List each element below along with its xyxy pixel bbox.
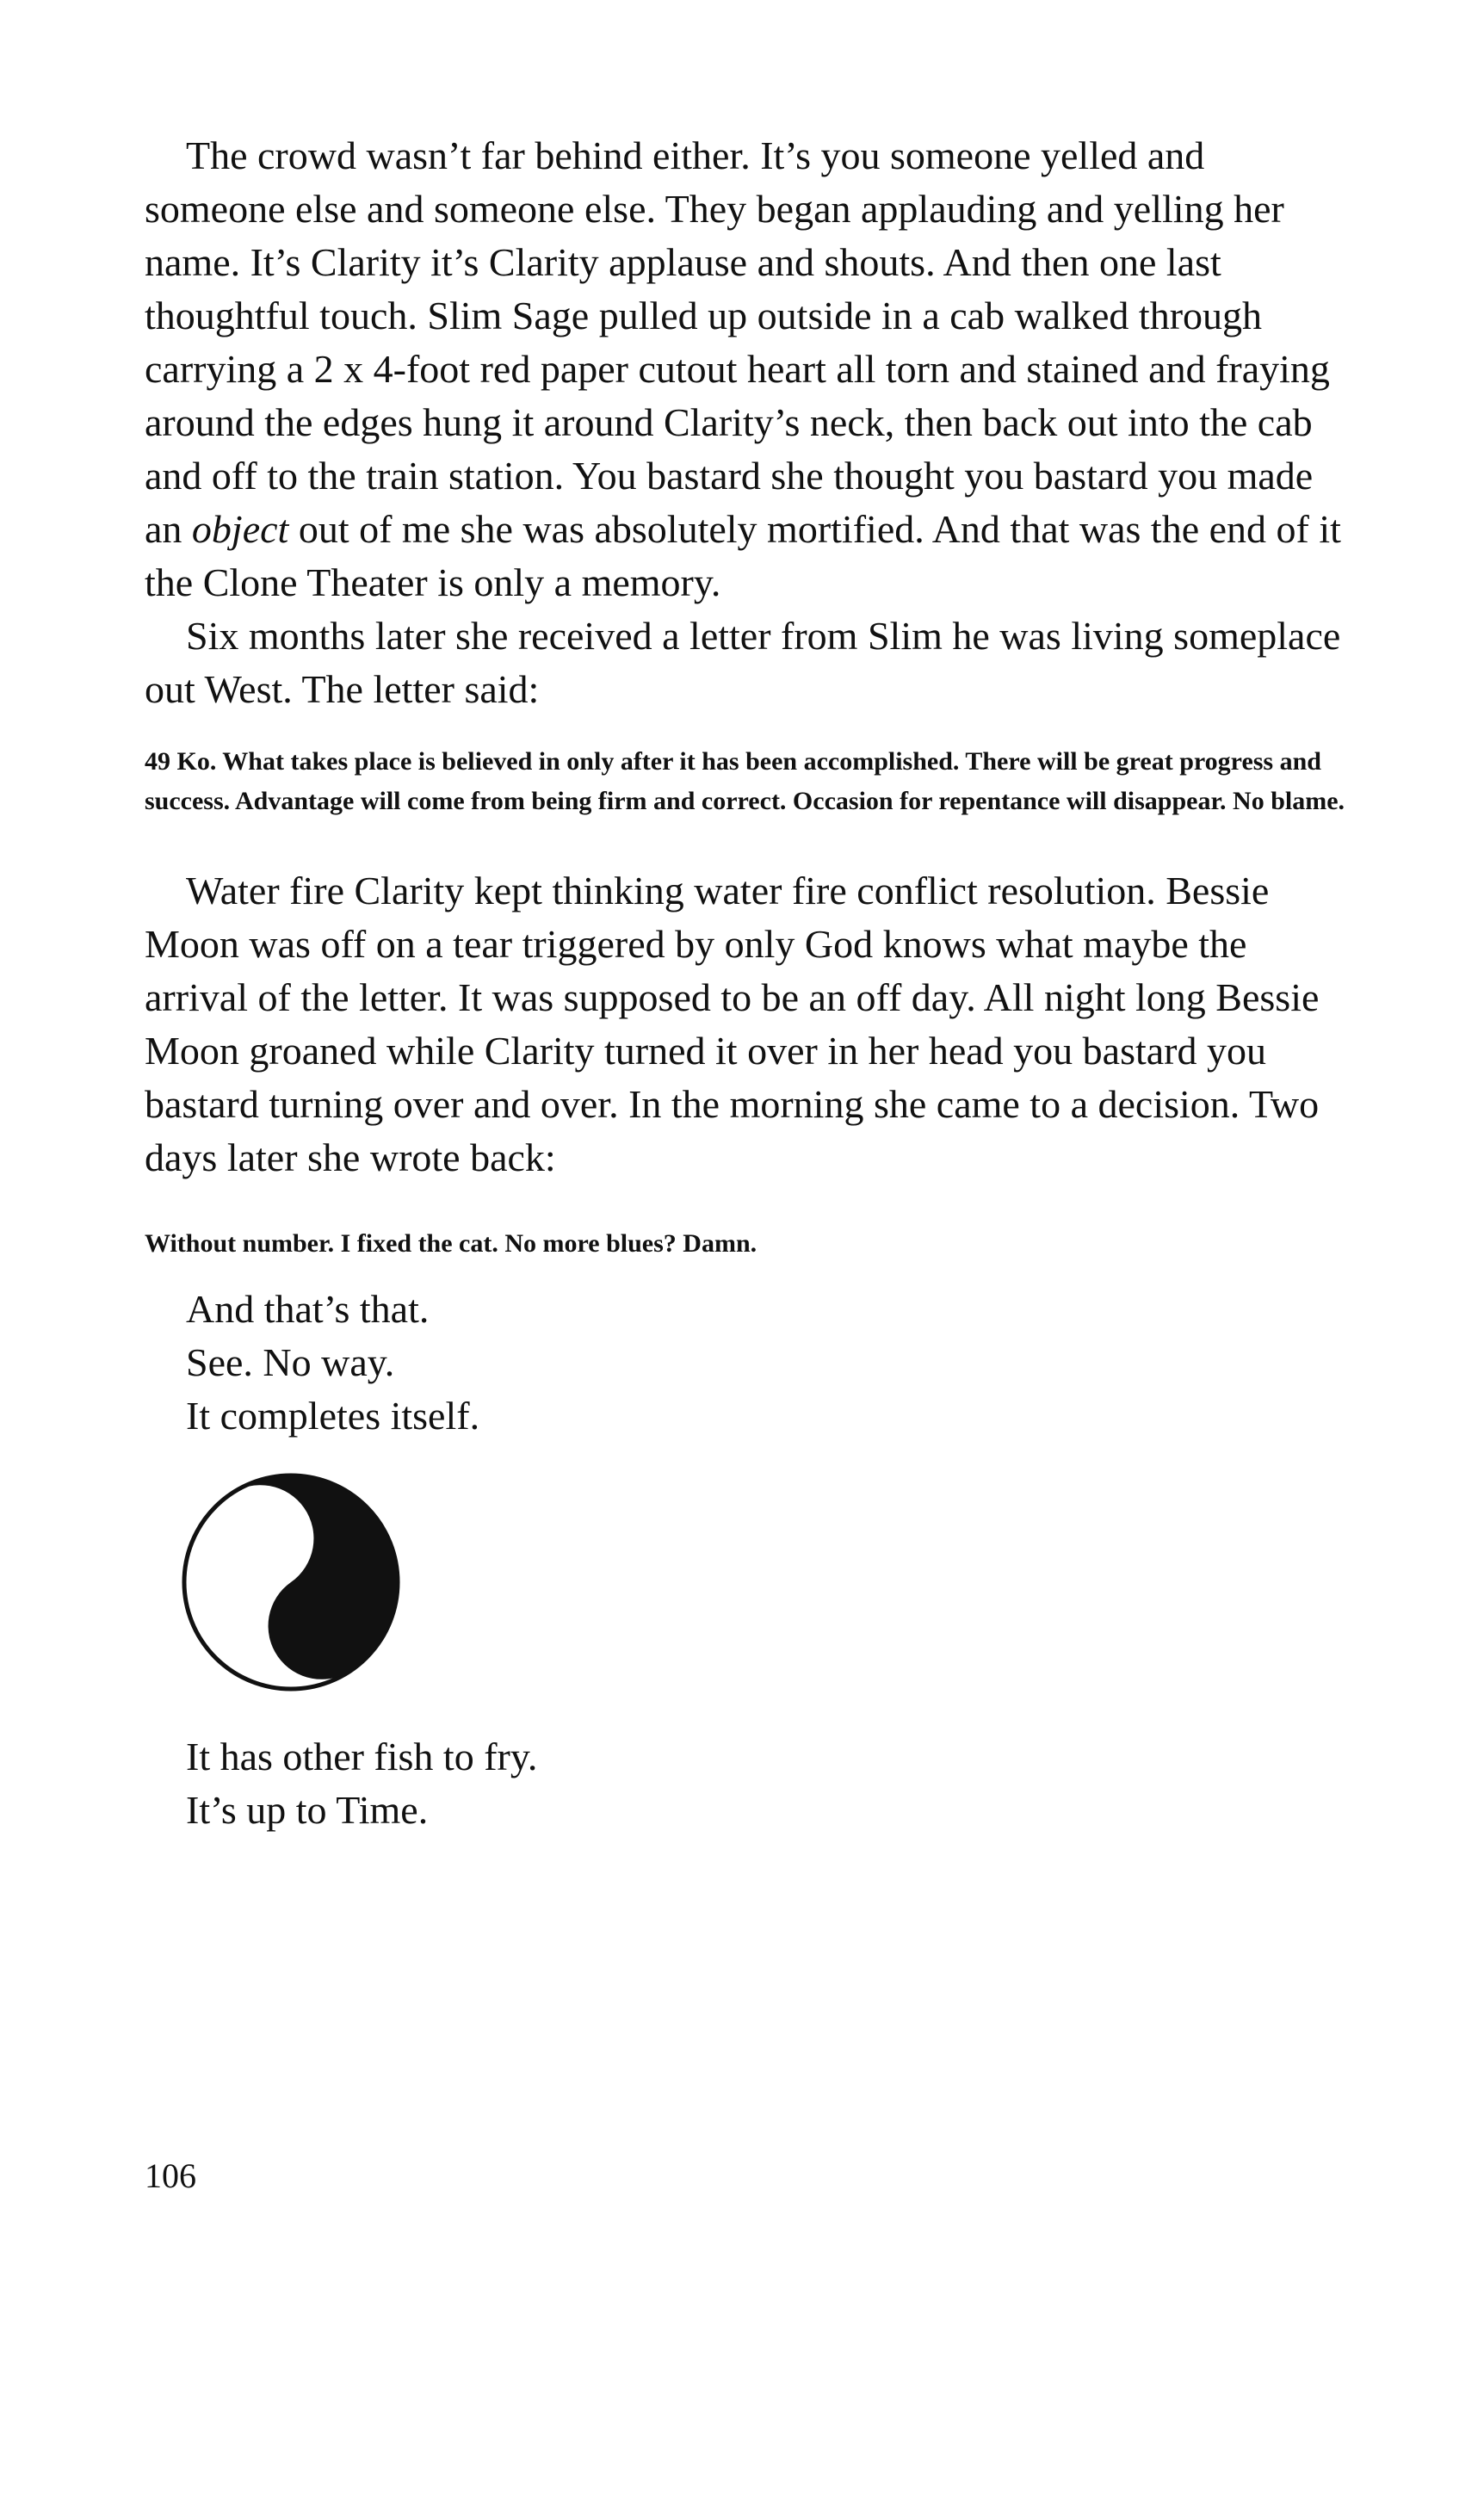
letter-from-slim: 49 Ko. What takes place is believed in only after it has been accomplished. There will be great progress and success. Advantage will come from being firm and correct. Occasion for repentance will disappear. No blame. xyxy=(145,747,1345,815)
emphasis-object: object xyxy=(191,507,289,551)
paragraph-1: The crowd wasn’t far behind either. It’s you someone yelled and someone else and someone else. They began applauding and yelling her name. It’s Clarity it’s Clarity applause and shouts. And then one last thoughtful touch. Slim Sage pulled up outside in a cab walked through carrying a 2 x 4-foot red paper cutout heart all torn and stained and fraying around the edges hung it around Clarity’s neck, then back out into the cab and off to the train station. You bastard she thought you bastard you made an object out of me she was absolutely mortified. And that was the end of it the Clone Theater is only a memory. xyxy=(145,133,1341,604)
coda-top xyxy=(145,1283,1350,1443)
paragraph-2: Six months later she received a letter from Slim he was living someplace out West. The letter said: xyxy=(145,614,1341,711)
letter-from-clarity: Without number. I fixed the cat. No more blues? Damn. xyxy=(145,1229,757,1258)
coda-bottom xyxy=(145,1730,1350,1837)
yin-yang-graphic xyxy=(179,1470,403,1694)
opening-prose xyxy=(145,129,1350,716)
paragraph-3: Water fire Clarity kept thinking water fire conflict resolution. Bessie Moon was off on a tear triggered by only God knows what maybe the arrival of the letter. It was supposed to be an off day. All night long Bessie Moon groaned while Clarity turned it over in her head you bastard you bastard turning over and over. In the morning she came to a decision. Two days later she wrote back: xyxy=(145,869,1320,1179)
page-body xyxy=(145,129,1350,1837)
yin-yang-icon xyxy=(179,1470,403,1694)
coda-line: It’s up to Time. xyxy=(186,1788,429,1832)
coda-line: And that’s that. xyxy=(186,1287,430,1331)
middle-prose xyxy=(145,864,1350,1184)
coda-line: It has other fish to fry. xyxy=(186,1735,538,1778)
coda-line: See. No way. xyxy=(186,1340,395,1384)
page-number: 106 xyxy=(145,2156,196,2195)
coda-line: It completes itself. xyxy=(186,1394,480,1438)
